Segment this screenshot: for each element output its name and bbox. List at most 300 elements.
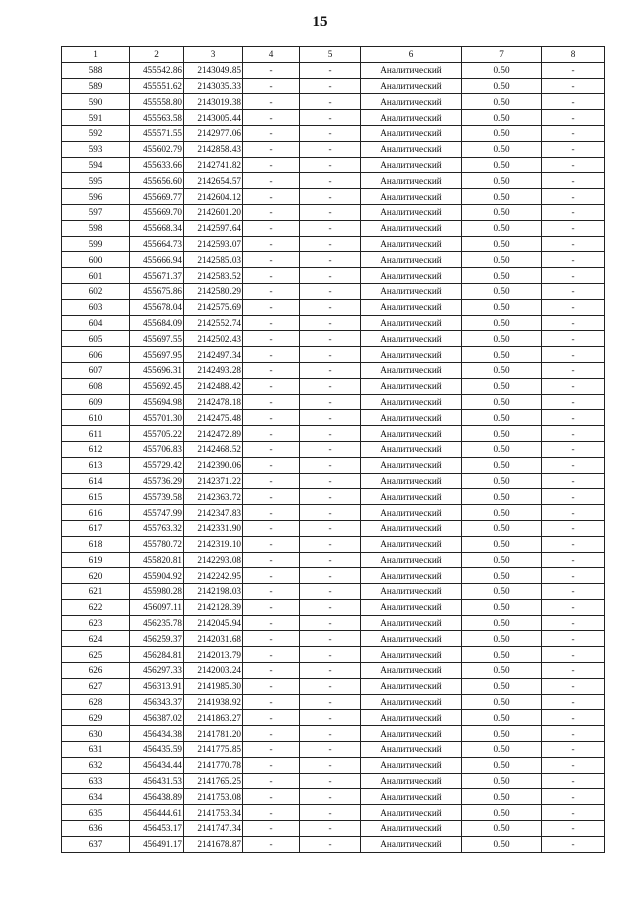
col5-cell: - bbox=[300, 536, 361, 552]
point-number-cell: 626 bbox=[62, 663, 130, 679]
col8-cell: - bbox=[542, 631, 605, 647]
accuracy-cell: 0.50 bbox=[462, 647, 542, 663]
col8-cell: - bbox=[542, 789, 605, 805]
col4-cell: - bbox=[243, 426, 300, 442]
method-cell: Аналитический bbox=[361, 362, 462, 378]
point-number-cell: 624 bbox=[62, 631, 130, 647]
accuracy-cell: 0.50 bbox=[462, 789, 542, 805]
method-cell: Аналитический bbox=[361, 189, 462, 205]
col4-cell: - bbox=[243, 821, 300, 837]
col5-cell: - bbox=[300, 78, 361, 94]
x-coordinate-cell: 456343.37 bbox=[130, 694, 184, 710]
column-header: 7 bbox=[462, 47, 542, 63]
point-number-cell: 597 bbox=[62, 204, 130, 220]
col5-cell: - bbox=[300, 299, 361, 315]
method-cell: Аналитический bbox=[361, 299, 462, 315]
method-cell: Аналитический bbox=[361, 331, 462, 347]
y-coordinate-cell: 2142585.03 bbox=[184, 252, 243, 268]
col8-cell: - bbox=[542, 615, 605, 631]
y-coordinate-cell: 2142198.03 bbox=[184, 584, 243, 600]
col8-cell: - bbox=[542, 663, 605, 679]
accuracy-cell: 0.50 bbox=[462, 568, 542, 584]
accuracy-cell: 0.50 bbox=[462, 283, 542, 299]
col5-cell: - bbox=[300, 362, 361, 378]
col4-cell: - bbox=[243, 836, 300, 852]
col8-cell: - bbox=[542, 362, 605, 378]
method-cell: Аналитический bbox=[361, 836, 462, 852]
col4-cell: - bbox=[243, 789, 300, 805]
table-row bbox=[62, 125, 605, 141]
method-cell: Аналитический bbox=[361, 631, 462, 647]
col5-cell: - bbox=[300, 552, 361, 568]
y-coordinate-cell: 2142604.12 bbox=[184, 189, 243, 205]
table-header-row bbox=[62, 47, 605, 63]
point-number-cell: 608 bbox=[62, 378, 130, 394]
method-cell: Аналитический bbox=[361, 742, 462, 758]
y-coordinate-cell: 2141863.27 bbox=[184, 710, 243, 726]
accuracy-cell: 0.50 bbox=[462, 631, 542, 647]
accuracy-cell: 0.50 bbox=[462, 394, 542, 410]
table-row bbox=[62, 757, 605, 773]
table-row bbox=[62, 315, 605, 331]
x-coordinate-cell: 456387.02 bbox=[130, 710, 184, 726]
point-number-cell: 599 bbox=[62, 236, 130, 252]
col8-cell: - bbox=[542, 836, 605, 852]
point-number-cell: 613 bbox=[62, 457, 130, 473]
col4-cell: - bbox=[243, 505, 300, 521]
accuracy-cell: 0.50 bbox=[462, 157, 542, 173]
accuracy-cell: 0.50 bbox=[462, 252, 542, 268]
col8-cell: - bbox=[542, 647, 605, 663]
y-coordinate-cell: 2141678.87 bbox=[184, 836, 243, 852]
x-coordinate-cell: 456284.81 bbox=[130, 647, 184, 663]
y-coordinate-cell: 2141747.34 bbox=[184, 821, 243, 837]
y-coordinate-cell: 2143035.33 bbox=[184, 78, 243, 94]
col8-cell: - bbox=[542, 268, 605, 284]
col5-cell: - bbox=[300, 410, 361, 426]
col4-cell: - bbox=[243, 394, 300, 410]
method-cell: Аналитический bbox=[361, 505, 462, 521]
col4-cell: - bbox=[243, 536, 300, 552]
method-cell: Аналитический bbox=[361, 678, 462, 694]
table-row bbox=[62, 473, 605, 489]
accuracy-cell: 0.50 bbox=[462, 410, 542, 426]
column-header: 2 bbox=[130, 47, 184, 63]
col4-cell: - bbox=[243, 568, 300, 584]
method-cell: Аналитический bbox=[361, 125, 462, 141]
point-number-cell: 628 bbox=[62, 694, 130, 710]
table-row bbox=[62, 663, 605, 679]
method-cell: Аналитический bbox=[361, 773, 462, 789]
x-coordinate-cell: 455729.42 bbox=[130, 457, 184, 473]
column-header: 4 bbox=[243, 47, 300, 63]
point-number-cell: 603 bbox=[62, 299, 130, 315]
col8-cell: - bbox=[542, 757, 605, 773]
y-coordinate-cell: 2142003.24 bbox=[184, 663, 243, 679]
col4-cell: - bbox=[243, 678, 300, 694]
col8-cell: - bbox=[542, 773, 605, 789]
col8-cell: - bbox=[542, 726, 605, 742]
table-row bbox=[62, 204, 605, 220]
point-number-cell: 615 bbox=[62, 489, 130, 505]
col4-cell: - bbox=[243, 473, 300, 489]
x-coordinate-cell: 455664.73 bbox=[130, 236, 184, 252]
y-coordinate-cell: 2141781.20 bbox=[184, 726, 243, 742]
col5-cell: - bbox=[300, 568, 361, 584]
col8-cell: - bbox=[542, 378, 605, 394]
col4-cell: - bbox=[243, 78, 300, 94]
table-row bbox=[62, 394, 605, 410]
col5-cell: - bbox=[300, 663, 361, 679]
table-row bbox=[62, 441, 605, 457]
col5-cell: - bbox=[300, 599, 361, 615]
table-row bbox=[62, 615, 605, 631]
accuracy-cell: 0.50 bbox=[462, 726, 542, 742]
col8-cell: - bbox=[542, 236, 605, 252]
method-cell: Аналитический bbox=[361, 663, 462, 679]
table-row bbox=[62, 331, 605, 347]
x-coordinate-cell: 455701.30 bbox=[130, 410, 184, 426]
point-number-cell: 620 bbox=[62, 568, 130, 584]
accuracy-cell: 0.50 bbox=[462, 836, 542, 852]
method-cell: Аналитический bbox=[361, 78, 462, 94]
col4-cell: - bbox=[243, 520, 300, 536]
table-row bbox=[62, 236, 605, 252]
y-coordinate-cell: 2142977.06 bbox=[184, 125, 243, 141]
method-cell: Аналитический bbox=[361, 821, 462, 837]
col5-cell: - bbox=[300, 710, 361, 726]
table-row bbox=[62, 141, 605, 157]
col8-cell: - bbox=[542, 426, 605, 442]
col8-cell: - bbox=[542, 110, 605, 126]
point-number-cell: 610 bbox=[62, 410, 130, 426]
col8-cell: - bbox=[542, 157, 605, 173]
method-cell: Аналитический bbox=[361, 757, 462, 773]
method-cell: Аналитический bbox=[361, 283, 462, 299]
col4-cell: - bbox=[243, 663, 300, 679]
accuracy-cell: 0.50 bbox=[462, 220, 542, 236]
y-coordinate-cell: 2142468.52 bbox=[184, 441, 243, 457]
y-coordinate-cell: 2142347.83 bbox=[184, 505, 243, 521]
table-row bbox=[62, 568, 605, 584]
table-row bbox=[62, 220, 605, 236]
method-cell: Аналитический bbox=[361, 536, 462, 552]
method-cell: Аналитический bbox=[361, 94, 462, 110]
col5-cell: - bbox=[300, 220, 361, 236]
y-coordinate-cell: 2142031.68 bbox=[184, 631, 243, 647]
x-coordinate-cell: 455692.45 bbox=[130, 378, 184, 394]
table-row bbox=[62, 268, 605, 284]
col5-cell: - bbox=[300, 426, 361, 442]
x-coordinate-cell: 456431.53 bbox=[130, 773, 184, 789]
point-number-cell: 632 bbox=[62, 757, 130, 773]
col4-cell: - bbox=[243, 220, 300, 236]
accuracy-cell: 0.50 bbox=[462, 125, 542, 141]
column-header: 3 bbox=[184, 47, 243, 63]
col8-cell: - bbox=[542, 536, 605, 552]
col4-cell: - bbox=[243, 773, 300, 789]
col5-cell: - bbox=[300, 125, 361, 141]
table-row bbox=[62, 805, 605, 821]
col5-cell: - bbox=[300, 315, 361, 331]
y-coordinate-cell: 2142478.18 bbox=[184, 394, 243, 410]
method-cell: Аналитический bbox=[361, 410, 462, 426]
x-coordinate-cell: 455780.72 bbox=[130, 536, 184, 552]
col4-cell: - bbox=[243, 62, 300, 78]
col4-cell: - bbox=[243, 157, 300, 173]
column-header: 1 bbox=[62, 47, 130, 63]
col4-cell: - bbox=[243, 615, 300, 631]
accuracy-cell: 0.50 bbox=[462, 362, 542, 378]
col8-cell: - bbox=[542, 252, 605, 268]
accuracy-cell: 0.50 bbox=[462, 757, 542, 773]
table-row bbox=[62, 789, 605, 805]
x-coordinate-cell: 455602.79 bbox=[130, 141, 184, 157]
table-row bbox=[62, 647, 605, 663]
table-row bbox=[62, 426, 605, 442]
method-cell: Аналитический bbox=[361, 236, 462, 252]
col5-cell: - bbox=[300, 189, 361, 205]
accuracy-cell: 0.50 bbox=[462, 94, 542, 110]
x-coordinate-cell: 456438.89 bbox=[130, 789, 184, 805]
accuracy-cell: 0.50 bbox=[462, 110, 542, 126]
col4-cell: - bbox=[243, 299, 300, 315]
accuracy-cell: 0.50 bbox=[462, 78, 542, 94]
y-coordinate-cell: 2143005.44 bbox=[184, 110, 243, 126]
x-coordinate-cell: 456491.17 bbox=[130, 836, 184, 852]
method-cell: Аналитический bbox=[361, 157, 462, 173]
col5-cell: - bbox=[300, 283, 361, 299]
y-coordinate-cell: 2141938.92 bbox=[184, 694, 243, 710]
point-number-cell: 627 bbox=[62, 678, 130, 694]
x-coordinate-cell: 455747.99 bbox=[130, 505, 184, 521]
accuracy-cell: 0.50 bbox=[462, 710, 542, 726]
x-coordinate-cell: 455684.09 bbox=[130, 315, 184, 331]
x-coordinate-cell: 455820.81 bbox=[130, 552, 184, 568]
method-cell: Аналитический bbox=[361, 378, 462, 394]
table-row bbox=[62, 347, 605, 363]
x-coordinate-cell: 455739.58 bbox=[130, 489, 184, 505]
col5-cell: - bbox=[300, 505, 361, 521]
page-number: 15 bbox=[312, 14, 328, 30]
col5-cell: - bbox=[300, 110, 361, 126]
col5-cell: - bbox=[300, 773, 361, 789]
col8-cell: - bbox=[542, 552, 605, 568]
col5-cell: - bbox=[300, 647, 361, 663]
col4-cell: - bbox=[243, 347, 300, 363]
x-coordinate-cell: 456259.37 bbox=[130, 631, 184, 647]
col5-cell: - bbox=[300, 394, 361, 410]
point-number-cell: 612 bbox=[62, 441, 130, 457]
col8-cell: - bbox=[542, 568, 605, 584]
col5-cell: - bbox=[300, 821, 361, 837]
col4-cell: - bbox=[243, 189, 300, 205]
col5-cell: - bbox=[300, 347, 361, 363]
y-coordinate-cell: 2142331.90 bbox=[184, 520, 243, 536]
table-row bbox=[62, 94, 605, 110]
col5-cell: - bbox=[300, 805, 361, 821]
col5-cell: - bbox=[300, 236, 361, 252]
col4-cell: - bbox=[243, 410, 300, 426]
y-coordinate-cell: 2142601.20 bbox=[184, 204, 243, 220]
y-coordinate-cell: 2142593.07 bbox=[184, 236, 243, 252]
col4-cell: - bbox=[243, 141, 300, 157]
col4-cell: - bbox=[243, 584, 300, 600]
method-cell: Аналитический bbox=[361, 268, 462, 284]
table-row bbox=[62, 599, 605, 615]
accuracy-cell: 0.50 bbox=[462, 347, 542, 363]
table-row bbox=[62, 62, 605, 78]
table-row bbox=[62, 378, 605, 394]
table-row bbox=[62, 536, 605, 552]
method-cell: Аналитический bbox=[361, 347, 462, 363]
point-number-cell: 604 bbox=[62, 315, 130, 331]
col4-cell: - bbox=[243, 710, 300, 726]
x-coordinate-cell: 456235.78 bbox=[130, 615, 184, 631]
x-coordinate-cell: 455571.55 bbox=[130, 125, 184, 141]
y-coordinate-cell: 2142242.95 bbox=[184, 568, 243, 584]
x-coordinate-cell: 455904.92 bbox=[130, 568, 184, 584]
method-cell: Аналитический bbox=[361, 805, 462, 821]
table-row bbox=[62, 710, 605, 726]
x-coordinate-cell: 455669.77 bbox=[130, 189, 184, 205]
col8-cell: - bbox=[542, 220, 605, 236]
method-cell: Аналитический bbox=[361, 568, 462, 584]
point-number-cell: 593 bbox=[62, 141, 130, 157]
y-coordinate-cell: 2142497.34 bbox=[184, 347, 243, 363]
col5-cell: - bbox=[300, 836, 361, 852]
method-cell: Аналитический bbox=[361, 394, 462, 410]
x-coordinate-cell: 455697.95 bbox=[130, 347, 184, 363]
col4-cell: - bbox=[243, 204, 300, 220]
point-number-cell: 601 bbox=[62, 268, 130, 284]
table-row bbox=[62, 742, 605, 758]
accuracy-cell: 0.50 bbox=[462, 426, 542, 442]
x-coordinate-cell: 456434.38 bbox=[130, 726, 184, 742]
point-number-cell: 629 bbox=[62, 710, 130, 726]
col8-cell: - bbox=[542, 94, 605, 110]
table-row bbox=[62, 489, 605, 505]
point-number-cell: 633 bbox=[62, 773, 130, 789]
coordinates-table bbox=[61, 46, 605, 853]
accuracy-cell: 0.50 bbox=[462, 268, 542, 284]
table-row bbox=[62, 173, 605, 189]
point-number-cell: 600 bbox=[62, 252, 130, 268]
col5-cell: - bbox=[300, 62, 361, 78]
accuracy-cell: 0.50 bbox=[462, 536, 542, 552]
col4-cell: - bbox=[243, 94, 300, 110]
x-coordinate-cell: 456097.11 bbox=[130, 599, 184, 615]
col4-cell: - bbox=[243, 236, 300, 252]
col5-cell: - bbox=[300, 473, 361, 489]
col4-cell: - bbox=[243, 599, 300, 615]
point-number-cell: 605 bbox=[62, 331, 130, 347]
accuracy-cell: 0.50 bbox=[462, 204, 542, 220]
point-number-cell: 630 bbox=[62, 726, 130, 742]
method-cell: Аналитический bbox=[361, 62, 462, 78]
column-header: 5 bbox=[300, 47, 361, 63]
col5-cell: - bbox=[300, 173, 361, 189]
accuracy-cell: 0.50 bbox=[462, 520, 542, 536]
col4-cell: - bbox=[243, 315, 300, 331]
accuracy-cell: 0.50 bbox=[462, 663, 542, 679]
method-cell: Аналитический bbox=[361, 315, 462, 331]
y-coordinate-cell: 2142580.29 bbox=[184, 283, 243, 299]
y-coordinate-cell: 2142475.48 bbox=[184, 410, 243, 426]
point-number-cell: 589 bbox=[62, 78, 130, 94]
table-row bbox=[62, 584, 605, 600]
col4-cell: - bbox=[243, 268, 300, 284]
point-number-cell: 619 bbox=[62, 552, 130, 568]
y-coordinate-cell: 2142128.39 bbox=[184, 599, 243, 615]
accuracy-cell: 0.50 bbox=[462, 457, 542, 473]
col4-cell: - bbox=[243, 757, 300, 773]
method-cell: Аналитический bbox=[361, 110, 462, 126]
y-coordinate-cell: 2142493.28 bbox=[184, 362, 243, 378]
method-cell: Аналитический bbox=[361, 220, 462, 236]
col8-cell: - bbox=[542, 599, 605, 615]
accuracy-cell: 0.50 bbox=[462, 236, 542, 252]
table-row bbox=[62, 189, 605, 205]
col8-cell: - bbox=[542, 62, 605, 78]
col8-cell: - bbox=[542, 347, 605, 363]
point-number-cell: 595 bbox=[62, 173, 130, 189]
y-coordinate-cell: 2142013.79 bbox=[184, 647, 243, 663]
x-coordinate-cell: 455558.80 bbox=[130, 94, 184, 110]
table-row bbox=[62, 362, 605, 378]
accuracy-cell: 0.50 bbox=[462, 678, 542, 694]
col5-cell: - bbox=[300, 584, 361, 600]
col8-cell: - bbox=[542, 441, 605, 457]
accuracy-cell: 0.50 bbox=[462, 331, 542, 347]
table-row bbox=[62, 157, 605, 173]
col8-cell: - bbox=[542, 694, 605, 710]
col5-cell: - bbox=[300, 378, 361, 394]
y-coordinate-cell: 2141770.78 bbox=[184, 757, 243, 773]
column-header: 6 bbox=[361, 47, 462, 63]
col8-cell: - bbox=[542, 189, 605, 205]
x-coordinate-cell: 455706.83 bbox=[130, 441, 184, 457]
x-coordinate-cell: 455705.22 bbox=[130, 426, 184, 442]
col5-cell: - bbox=[300, 757, 361, 773]
y-coordinate-cell: 2142319.10 bbox=[184, 536, 243, 552]
y-coordinate-cell: 2142472.89 bbox=[184, 426, 243, 442]
y-coordinate-cell: 2142363.72 bbox=[184, 489, 243, 505]
method-cell: Аналитический bbox=[361, 204, 462, 220]
y-coordinate-cell: 2142502.43 bbox=[184, 331, 243, 347]
table-row bbox=[62, 694, 605, 710]
y-coordinate-cell: 2141753.34 bbox=[184, 805, 243, 821]
col8-cell: - bbox=[542, 173, 605, 189]
method-cell: Аналитический bbox=[361, 426, 462, 442]
col4-cell: - bbox=[243, 283, 300, 299]
col4-cell: - bbox=[243, 331, 300, 347]
col4-cell: - bbox=[243, 805, 300, 821]
point-number-cell: 616 bbox=[62, 505, 130, 521]
method-cell: Аналитический bbox=[361, 694, 462, 710]
col8-cell: - bbox=[542, 315, 605, 331]
x-coordinate-cell: 455697.55 bbox=[130, 331, 184, 347]
col8-cell: - bbox=[542, 283, 605, 299]
accuracy-cell: 0.50 bbox=[462, 173, 542, 189]
point-number-cell: 634 bbox=[62, 789, 130, 805]
col5-cell: - bbox=[300, 204, 361, 220]
table-row bbox=[62, 110, 605, 126]
table-row bbox=[62, 678, 605, 694]
col5-cell: - bbox=[300, 252, 361, 268]
x-coordinate-cell: 455668.34 bbox=[130, 220, 184, 236]
point-number-cell: 588 bbox=[62, 62, 130, 78]
